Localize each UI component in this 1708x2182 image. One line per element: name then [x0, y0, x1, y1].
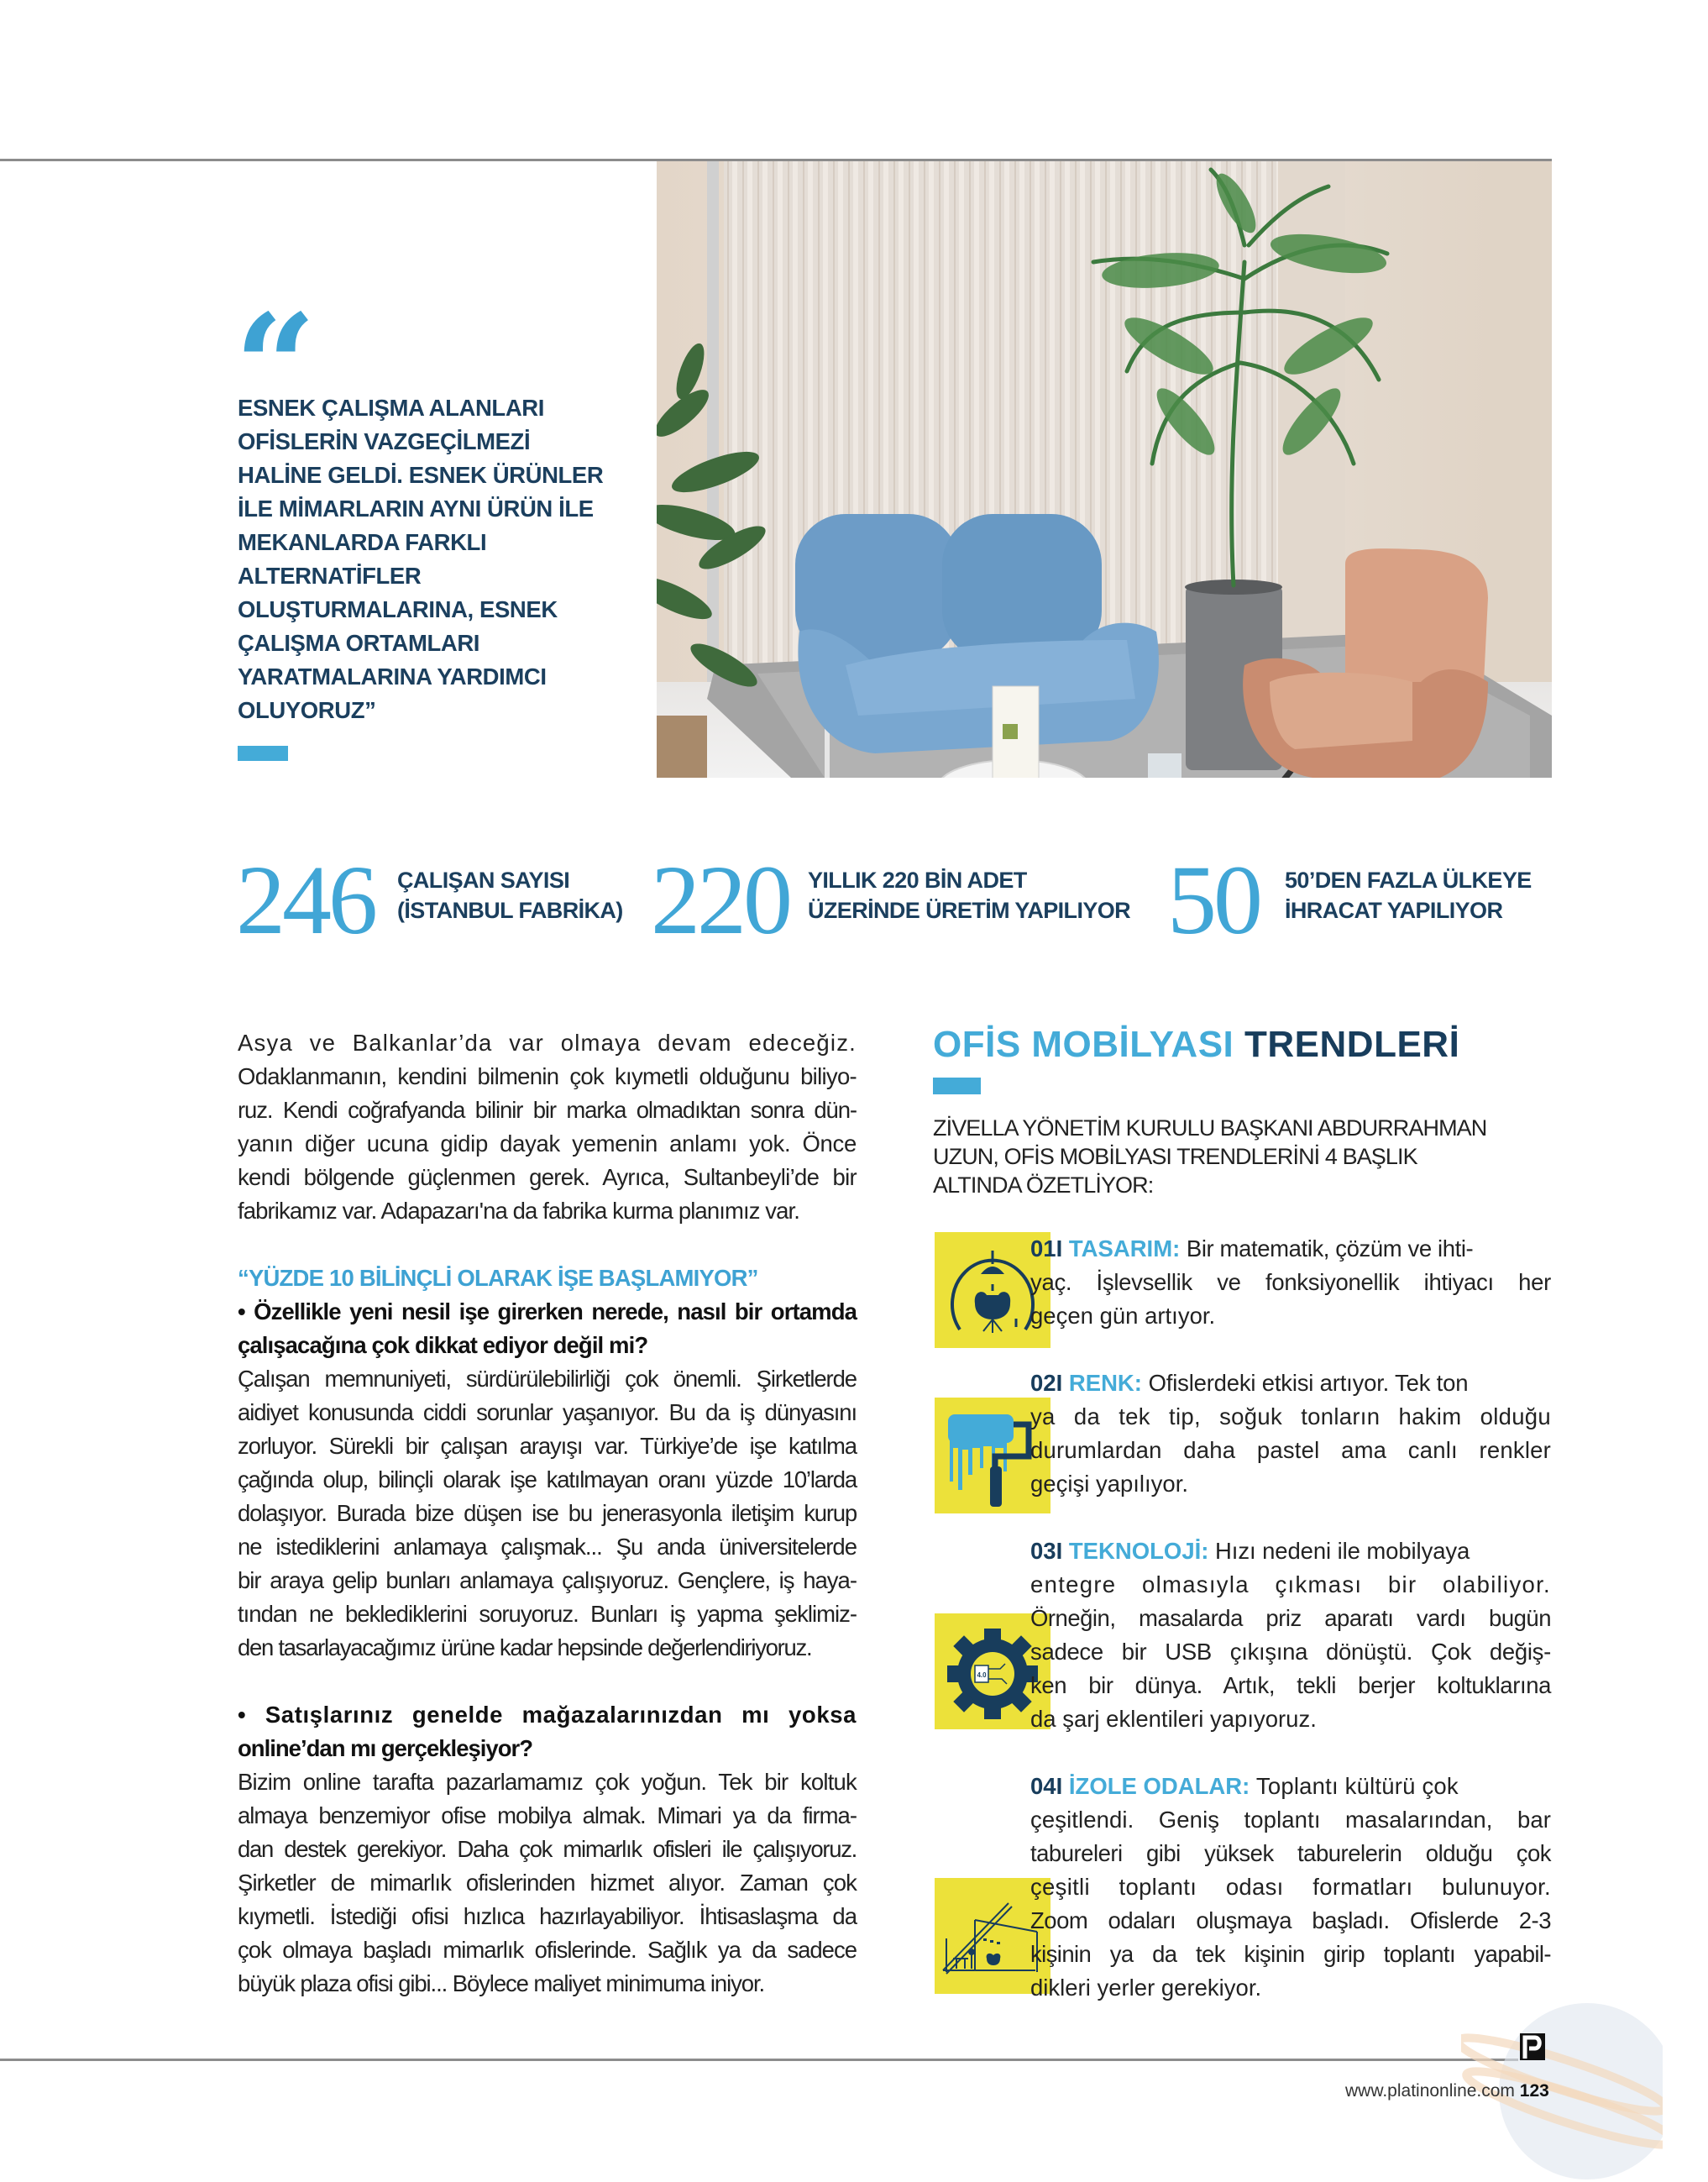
text-line: Şirketler de mimarlık ofislerinden hizmet alıyor. Zaman çok [238, 1870, 857, 1896]
stat-label-line: (İSTANBUL FABRİKA) [397, 898, 623, 923]
text-line: zorluyor. Sürekli bir çalışan arayışı var. Türkiye’de işe katılma [238, 1433, 857, 1459]
text-line: geçen gün artıyor. [1030, 1303, 1216, 1329]
text-line: fabrikamız var. Adapazarı'na da fabrika kurma planımız var. [238, 1198, 800, 1224]
text-line: online’dan mı gerçekleşiyor? [238, 1735, 533, 1761]
text-line: Zoom odaları oluşmaya başladı. Ofislerde 2-3 [1030, 1907, 1551, 1933]
text-line: aidiyet konusunda ciddi sorunlar yaşanıyor. Bu da iş dünyasını [238, 1399, 857, 1425]
trend-number: 02I [1030, 1370, 1063, 1396]
trends-intro [933, 1114, 1521, 1199]
text-line: Ofislerdeki etkisi artıyor. Tek ton [1148, 1370, 1469, 1396]
section-subheading: “YÜZDE 10 BİLİNÇLİ OLARAK İŞE BAŞLAMIYOR” [238, 1265, 758, 1291]
quote-mark-icon: “ [234, 283, 308, 451]
text-line: sadece bir USB çıkışına dönüştü. Çok değiş- [1030, 1639, 1551, 1665]
title-part-1: OFİS MOBİLYASI [933, 1024, 1234, 1065]
text-line: çeşitli toplantı odası formatları bulunuyor. [1030, 1874, 1551, 1900]
text-line: yaç. İşlevsellik ve fonksiyonellik ihtiyacı her [1030, 1269, 1551, 1295]
text-line: büyük plaza ofisi gibi... Böylece maliyet minimuma iniyor. [238, 1970, 765, 1996]
trend-item-color [1030, 1366, 1551, 1501]
text-line: ruz. Kendi coğrafyanda bilinir bir marka olmadıktan sonra dün- [238, 1097, 857, 1123]
stat-label-employees [397, 865, 623, 926]
text-line: Örneğin, masalarda priz aparatı vardı bugün [1030, 1605, 1551, 1631]
stat-number-export: 50 [1167, 845, 1260, 955]
stat-label-production [808, 865, 1130, 926]
intro-line: UZUN, OFİS MOBİLYASI TRENDLERİNİ 4 BAŞLIK [933, 1144, 1417, 1169]
trend-number: 01I [1030, 1235, 1063, 1261]
text-line: Asya ve Balkanlar’da var olmaya devam edeceğiz. [238, 1030, 857, 1056]
text-line: bir araya gelip bunları anlamaya çalışıyoruz. Gençlere, iş haya- [238, 1567, 857, 1593]
trend-item-technology [1030, 1534, 1551, 1736]
text-line: • Özellikle yeni nesil işe girerken nerede, nasıl bir ortamda [238, 1298, 857, 1324]
intro-line: ZİVELLA YÖNETİM KURULU BAŞKANI ABDURRAHMAN [933, 1115, 1487, 1141]
stat-label-line: ÜZERİNDE ÜRETİM YAPILIYOR [808, 898, 1131, 923]
pull-quote-line: OLUŞTURMALARINA, ESNEK [238, 596, 558, 622]
text-line: Toplantı kültürü çok [1255, 1773, 1459, 1799]
stat-label-line: İHRACAT YAPILIYOR [1285, 898, 1503, 923]
text-line: dolaşıyor. Burada bize düşen ise bu jenerasyonla iletişim kurup [238, 1500, 857, 1526]
text-line: dikleri yerler gerekiyor. [1030, 1975, 1262, 2001]
text-line: tabureleri gibi yüksek taburelerin olduğu çok [1030, 1840, 1551, 1866]
pull-quote-line: OFİSLERİN VAZGEÇİLMEZİ [238, 428, 531, 454]
pull-quote-line: MEKANLARDA FARKLI [238, 529, 487, 555]
trend-number: 04I [1030, 1773, 1063, 1799]
text-line: ken bir dünya. Artık, tekli berjer koltuklarına [1030, 1672, 1551, 1698]
interview-question-2 [238, 1698, 857, 1765]
footer-website: www.platinonline.com [1345, 2081, 1515, 2101]
pull-quote-line: HALİNE GELDİ. ESNEK ÜRÜNLER [238, 462, 604, 488]
text-line: çeşitlendi. Geniş toplantı masalarından, bar [1030, 1807, 1551, 1833]
trend-item-isolated-rooms [1030, 1770, 1551, 2005]
text-line: çağında olup, bilinçli olarak işe katılmayan oranı yüzde 10’larda [238, 1466, 857, 1492]
text-line: entegre olmasıyla çıkması bir olabiliyor. [1030, 1571, 1551, 1597]
text-line: dan destek gerekiyor. Daha çok mimarlık ofisleri ile çalışıyoruz. [238, 1836, 857, 1862]
text-line: kendi bölgende güçlenmen gerek. Ayrıca, Sultanbeyli’de bir [238, 1164, 857, 1190]
page-number: 123 [1519, 2081, 1549, 2101]
bottom-rule [0, 2059, 1518, 2061]
pull-quote-line: ESNEK ÇALIŞMA ALANLARI [238, 395, 544, 421]
text-line: kıymetli. İstediği ofisi hızlıca hazırlayabiliyor. İhtisaslaşma da [238, 1903, 857, 1929]
stat-label-line: 50’DEN FAZLA ÜLKEYE [1285, 868, 1532, 893]
trend-number: 03I [1030, 1538, 1063, 1564]
interview-question-1 [238, 1295, 857, 1362]
stat-label-line: YILLIK 220 BİN ADET [808, 868, 1027, 893]
text-line: yanın diğer ucuna gidip dayak yemenin anlamı yok. Önce [238, 1130, 857, 1157]
left-article-column [238, 1026, 857, 2001]
trend-item-design [1030, 1232, 1551, 1333]
text-line: Odaklanmanın, kendini bilmenin çok kıymetli olduğunu biliyo- [238, 1063, 857, 1089]
trends-section-title [933, 1021, 1459, 1068]
stat-number-employees: 246 [236, 845, 375, 955]
text-line: kişinin ya da tek kişinin girip toplantı yapabil- [1030, 1941, 1551, 1967]
title-accent-bar [933, 1078, 981, 1094]
intro-paragraph [238, 1026, 857, 1228]
intro-line: ALTINDA ÖZETLİYOR: [933, 1172, 1154, 1198]
text-line: geçişi yapılıyor. [1030, 1471, 1189, 1497]
text-line: almaya benzemiyor ofise mobilya almak. Mimari ya da firma- [238, 1802, 857, 1828]
trend-keyword: TASARIM: [1068, 1235, 1181, 1261]
text-line: den tasarlayacağımız ürüne kadar hepsinde değerlendiriyoruz. [238, 1634, 812, 1660]
trend-keyword: TEKNOLOJİ: [1068, 1538, 1209, 1564]
stat-label-line: ÇALIŞAN SAYISI [397, 868, 570, 893]
trend-keyword: İZOLE ODALAR: [1068, 1773, 1250, 1799]
text-line: da şarj eklentileri yapıyoruz. [1030, 1706, 1317, 1732]
trend-keyword: RENK: [1068, 1370, 1142, 1396]
pull-quote-line: ALTERNATİFLER [238, 563, 422, 589]
text-line: Bizim online tarafta pazarlamamız çok yoğun. Tek bir koltuk [238, 1769, 857, 1795]
interview-answer-1 [238, 1362, 857, 1665]
interview-answer-2 [238, 1765, 857, 2001]
text-line: çok olmaya başladı mimarlık ofislerinde. Sağlık ya da sadece [238, 1937, 857, 1963]
pull-quote-line: ÇALIŞMA ORTAMLARI [238, 630, 480, 656]
stat-number-production: 220 [651, 845, 789, 955]
text-line: çalışacağına çok dikkat ediyor değil mi? [238, 1332, 648, 1358]
pull-quote-line: OLUYORUZ” [238, 697, 376, 723]
text-line: durumlardan daha pastel ama canlı renkler [1030, 1437, 1551, 1463]
text-line: ya da tek tip, soğuk tonların hakim olduğu [1030, 1403, 1551, 1429]
platin-logo-icon [1520, 2033, 1545, 2060]
gear-badge: 4.0 [977, 1671, 987, 1679]
text-line: tından ne beklediklerini soruyoruz. Bunları iş yapma şeklimiz- [238, 1601, 857, 1627]
stat-label-export [1285, 865, 1532, 926]
text-line: • Satışlarınız genelde mağazalarınızdan mı yoksa [238, 1702, 857, 1728]
text-line: Bir matematik, çözüm ve ihti- [1186, 1235, 1474, 1261]
pull-quote [238, 391, 632, 727]
photo-living-room-icon [657, 161, 1552, 778]
text-line: Çalışan memnuniyeti, sürdürülebilirliği çok önemli. Şirketlerde [238, 1366, 857, 1392]
text-line: ne istediklerini anlamaya çalışmak... Şu anda üniversitelerde [238, 1534, 857, 1560]
pull-quote-accent-bar [238, 746, 288, 761]
title-part-2: TRENDLERİ [1244, 1024, 1460, 1065]
pull-quote-line: YARATMALARINA YARDIMCI [238, 664, 547, 690]
pull-quote-line: İLE MİMARLARIN AYNI ÜRÜN İLE [238, 496, 594, 522]
footer [1345, 2081, 1549, 2101]
furniture-photo [657, 161, 1552, 778]
text-line: Hızı nedeni ile mobilyaya [1215, 1538, 1470, 1564]
